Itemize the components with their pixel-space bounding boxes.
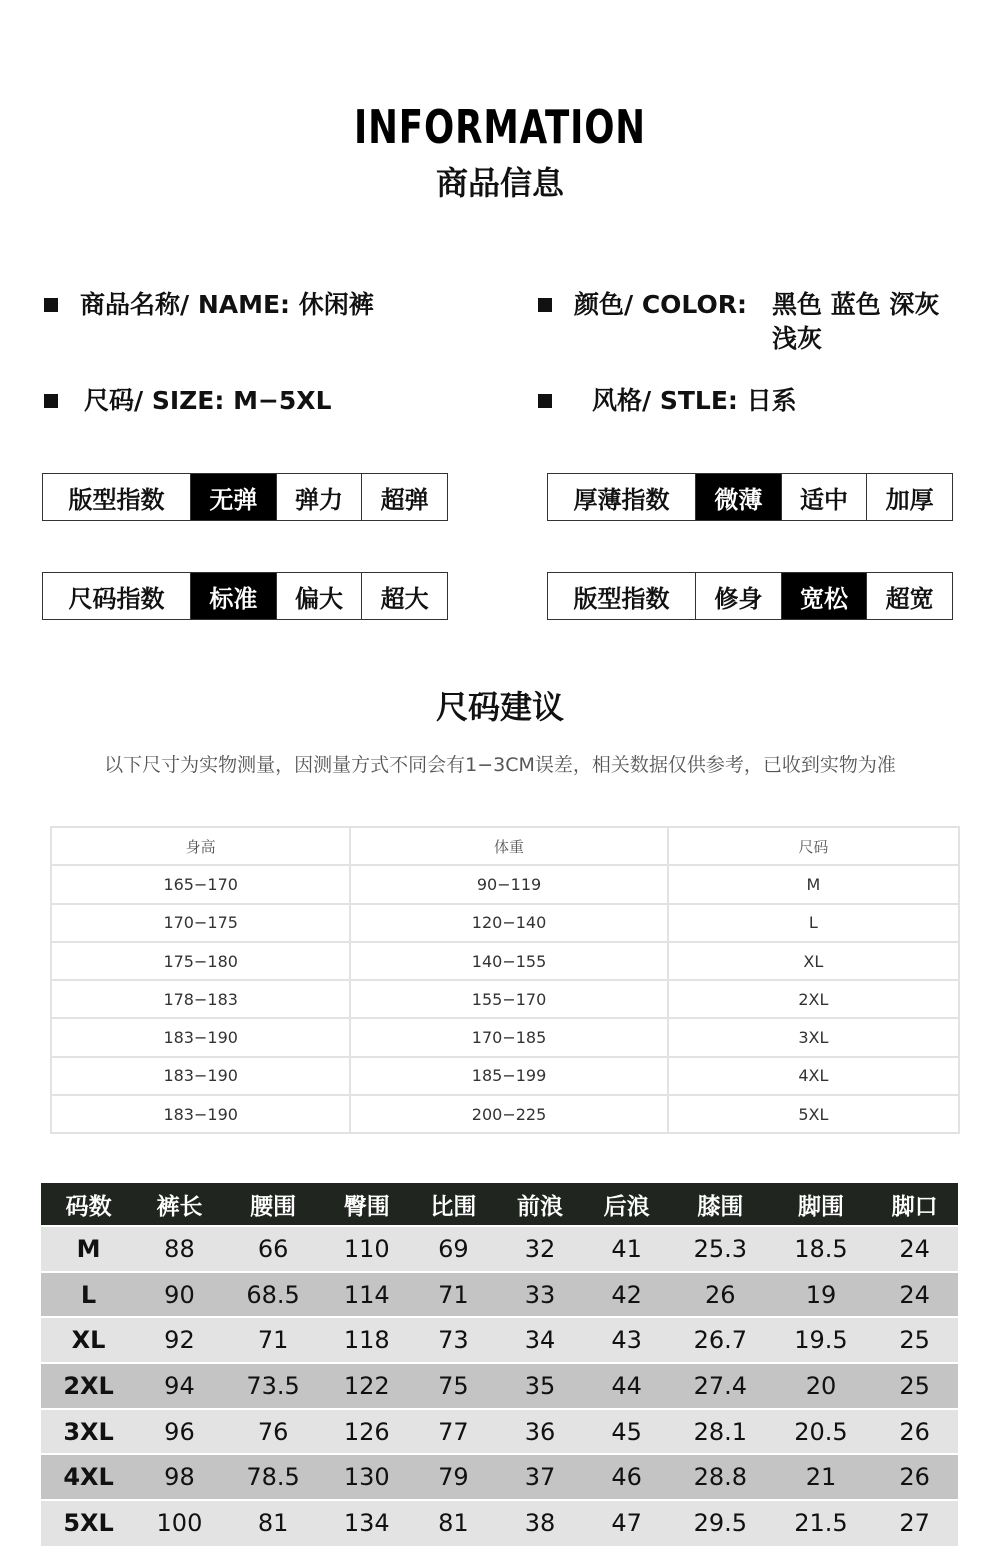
table-row [41,1409,958,1455]
table-cell: 178−183 [51,980,350,1018]
info-color-label: 颜色/ COLOR: [574,290,747,319]
index-option: 超宽 [866,573,952,619]
table-cell: 122 [323,1363,410,1409]
table-cell: XL [41,1317,136,1363]
table-cell: 71 [223,1317,324,1363]
info-size-label: 尺码/ SIZE: [84,386,225,415]
size-recommend-body [51,865,959,1133]
table-cell: 5XL [668,1095,959,1133]
table-row [51,865,959,903]
table-row [51,1095,959,1133]
table-cell: M [668,865,959,903]
index-option: 修身 [695,573,781,619]
table-cell: 68.5 [223,1272,324,1318]
table-cell: 28.8 [670,1454,771,1500]
index-option: 偏大 [276,573,362,619]
table-cell: 100 [136,1500,223,1546]
table-cell: 165−170 [51,865,350,903]
header-height: 身高 [51,827,350,865]
table-cell: 29.5 [670,1500,771,1546]
table-header-cell: 膝围 [670,1183,771,1226]
index-option-selected: 无弹 [190,474,276,520]
table-cell: 20.5 [771,1409,872,1455]
table-cell: 27 [871,1500,958,1546]
table-cell: 26 [871,1454,958,1500]
info-color-value-line1: 黑色 蓝色 深灰 [772,290,940,319]
index-label: 尺码指数 [68,584,165,613]
table-header-row [51,827,959,865]
size-recommend-table [50,826,960,1134]
table-cell: 185−199 [350,1057,667,1095]
table-header-cell: 比围 [410,1183,497,1226]
table-cell: L [41,1272,136,1318]
table-cell: 90−119 [350,865,667,903]
index-box-stretch [42,473,448,521]
table-cell: 200−225 [350,1095,667,1133]
index-label: 版型指数 [573,584,670,613]
info-color-value-line2: 浅灰 [772,324,823,353]
table-cell: 25.3 [670,1226,771,1272]
table-row [41,1226,958,1272]
table-cell: 32 [497,1226,584,1272]
table-cell: 43 [583,1317,670,1363]
table-cell: 183−190 [51,1057,350,1095]
table-cell: 4XL [41,1454,136,1500]
size-chart-table [41,1183,958,1546]
table-row [41,1363,958,1409]
table-cell: 66 [223,1226,324,1272]
table-cell: 94 [136,1363,223,1409]
table-cell: 21.5 [771,1500,872,1546]
index-label: 厚薄指数 [573,485,670,514]
table-cell: 41 [583,1226,670,1272]
table-cell: 118 [323,1317,410,1363]
info-name [44,288,484,322]
bullet-square-icon [44,298,58,312]
table-cell: 75 [410,1363,497,1409]
table-row [51,980,959,1018]
table-header-cell: 脚围 [771,1183,872,1226]
table-cell: 114 [323,1272,410,1318]
index-option-selected: 微薄 [695,474,781,520]
page-title-en: INFORMATION [354,100,646,154]
index-option: 弹力 [276,474,362,520]
table-cell: 35 [497,1363,584,1409]
index-option-selected: 宽松 [781,573,867,619]
table-cell: 73 [410,1317,497,1363]
table-cell: 34 [497,1317,584,1363]
bullet-square-icon [538,298,552,312]
table-cell: 81 [410,1500,497,1546]
table-cell: 26 [670,1272,771,1318]
table-cell: 90 [136,1272,223,1318]
table-cell: 5XL [41,1500,136,1546]
table-cell: 33 [497,1272,584,1318]
table-header-cell: 前浪 [497,1183,584,1226]
index-option: 适中 [781,474,867,520]
table-cell: 18.5 [771,1226,872,1272]
table-header-cell: 脚口 [871,1183,958,1226]
table-header-row [41,1183,958,1226]
table-cell: 183−190 [51,1095,350,1133]
table-cell: 73.5 [223,1363,324,1409]
table-cell: 28.1 [670,1409,771,1455]
index-option-selected: 标准 [190,573,276,619]
table-cell: 37 [497,1454,584,1500]
table-cell: 47 [583,1500,670,1546]
table-cell: 46 [583,1454,670,1500]
table-cell: 26 [871,1409,958,1455]
table-row [41,1500,958,1546]
table-cell: 140−155 [350,942,667,980]
index-option: 超弹 [361,474,447,520]
table-cell: 155−170 [350,980,667,1018]
table-row [41,1454,958,1500]
table-cell: 45 [583,1409,670,1455]
info-style [538,384,978,418]
table-cell: 36 [497,1409,584,1455]
table-header-cell: 码数 [41,1183,136,1226]
table-row [41,1317,958,1363]
index-option: 加厚 [866,474,952,520]
size-recommend-note: 以下尺寸为实物测量，因测量方式不同会有1−3CM误差，相关数据仅供参考，已收到实物为准 [104,754,896,776]
table-cell: 24 [871,1272,958,1318]
table-cell: 76 [223,1409,324,1455]
table-cell: 25 [871,1363,958,1409]
table-cell: 2XL [41,1363,136,1409]
table-cell: 69 [410,1226,497,1272]
info-style-label: 风格/ STLE: [592,386,738,415]
index-option: 超大 [361,573,447,619]
table-cell: 3XL [668,1018,959,1056]
table-cell: 170−175 [51,904,350,942]
table-cell: 130 [323,1454,410,1500]
table-cell: 3XL [41,1409,136,1455]
table-cell: 27.4 [670,1363,771,1409]
info-style-value: 日系 [746,386,797,415]
table-cell: XL [668,942,959,980]
page-title-cn: 商品信息 [435,164,564,202]
table-cell: 78.5 [223,1454,324,1500]
table-cell: 24 [871,1226,958,1272]
info-size [44,384,484,418]
size-chart-body [41,1226,958,1546]
table-cell: 25 [871,1317,958,1363]
index-label: 版型指数 [68,485,165,514]
index-box-fit [547,572,953,620]
info-size-value: M−5XL [233,386,332,415]
index-box-thickness [547,473,953,521]
table-cell: 44 [583,1363,670,1409]
table-cell: 2XL [668,980,959,1018]
info-color [538,288,978,358]
table-header-cell: 裤长 [136,1183,223,1226]
table-cell: 26.7 [670,1317,771,1363]
table-cell: 77 [410,1409,497,1455]
table-cell: 175−180 [51,942,350,980]
table-cell: 134 [323,1500,410,1546]
table-cell: 98 [136,1454,223,1500]
table-cell: 126 [323,1409,410,1455]
table-cell: 19.5 [771,1317,872,1363]
table-cell: 21 [771,1454,872,1500]
table-cell: 96 [136,1409,223,1455]
bullet-square-icon [44,394,58,408]
table-row [51,1057,959,1095]
table-row [51,904,959,942]
bullet-square-icon [538,394,552,408]
info-name-label: 商品名称/ NAME: [80,290,291,319]
table-row [41,1272,958,1318]
table-cell: 88 [136,1226,223,1272]
table-cell: 92 [136,1317,223,1363]
table-cell: 71 [410,1272,497,1318]
table-cell: 20 [771,1363,872,1409]
table-cell: 110 [323,1226,410,1272]
table-cell: 4XL [668,1057,959,1095]
table-cell: 81 [223,1500,324,1546]
section-title-size-recommend: 尺码建议 [435,688,564,726]
info-name-value: 休闲裤 [298,290,374,319]
table-cell: 38 [497,1500,584,1546]
header-size: 尺码 [668,827,959,865]
table-cell: M [41,1226,136,1272]
table-cell: 170−185 [350,1018,667,1056]
table-row [51,1018,959,1056]
table-cell: 79 [410,1454,497,1500]
table-header-cell: 后浪 [583,1183,670,1226]
table-cell: 19 [771,1272,872,1318]
table-row [51,942,959,980]
table-cell: 42 [583,1272,670,1318]
table-cell: 120−140 [350,904,667,942]
index-box-size [42,572,448,620]
table-header-cell: 臀围 [323,1183,410,1226]
table-header-cell: 腰围 [223,1183,324,1226]
header-weight: 体重 [350,827,667,865]
table-cell: 183−190 [51,1018,350,1056]
table-cell: L [668,904,959,942]
